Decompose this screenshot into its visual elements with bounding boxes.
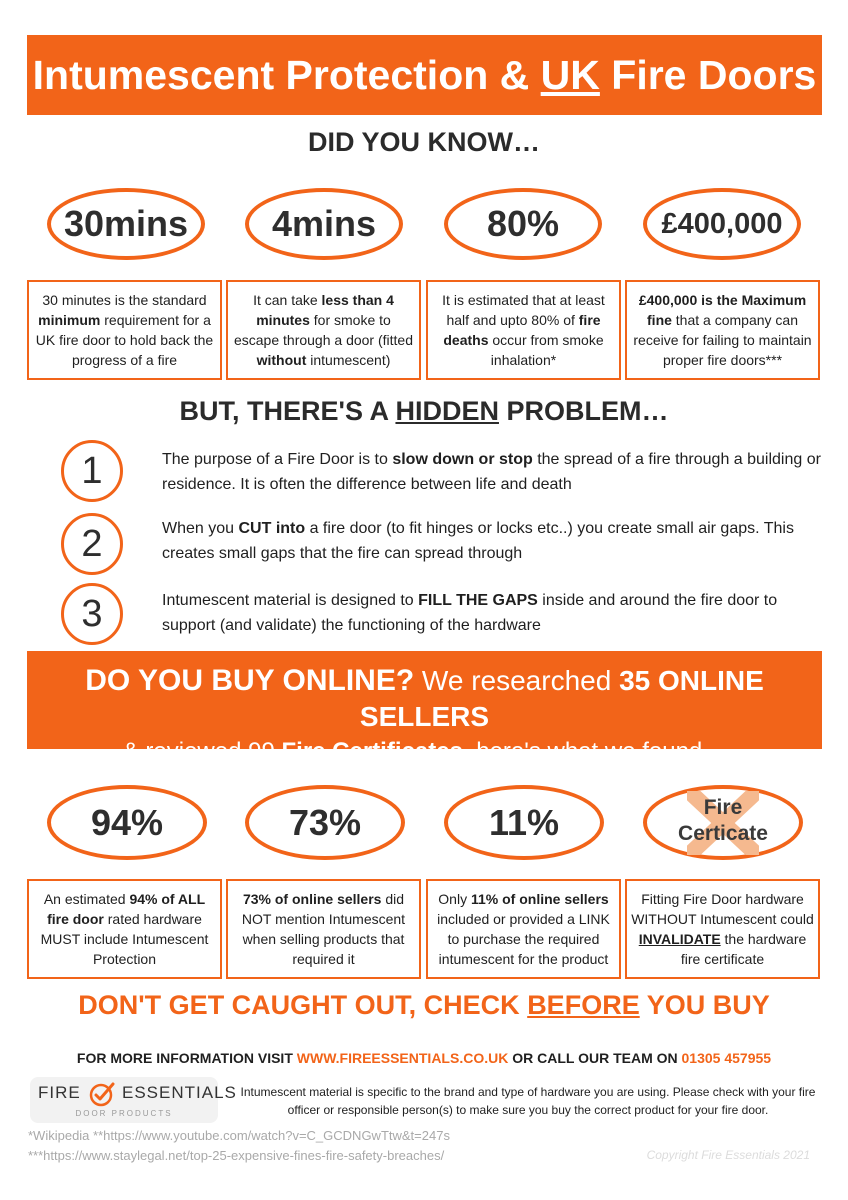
reference-line-1: *Wikipedia **https://www.youtube.com/watch?v=C_GCDNGwTtw&t=247s: [28, 1128, 450, 1143]
stat-box-80pct: It is estimated that at least half and upto 80% of fire deaths occur from smoke inhalation*: [426, 280, 621, 380]
stat-oval-4mins: 4mins: [245, 188, 403, 260]
website-link[interactable]: WWW.FIREESSENTIALS.CO.UK: [296, 1050, 509, 1066]
step-number-1: 1: [61, 440, 123, 502]
stat-oval-30mins: 30mins: [47, 188, 205, 260]
buy-online-banner: [27, 651, 822, 765]
reference-line-2: ***https://www.staylegal.net/top-25-expensive-fines-fire-safety-breaches/: [28, 1148, 445, 1163]
stat-box-73pct: 73% of online sellers did NOT mention Intumescent when selling products that required it: [226, 879, 421, 979]
contact-info: FOR MORE INFORMATION VISIT WWW.FIREESSENTIALS.CO.UK OR CALL OUR TEAM ON 01305 457955: [76, 1050, 772, 1066]
stat-oval-94pct: 94%: [47, 785, 207, 860]
check-before-you-buy-heading: DON'T GET CAUGHT OUT, CHECK BEFORE YOU BUY: [78, 990, 770, 1020]
fire-essentials-logo: [30, 1077, 237, 1123]
stat-box-4mins: It can take less than 4 minutes for smoke to escape through a door (fitted without intumescent): [226, 280, 421, 380]
did-you-know-heading: DID YOU KNOW…: [307, 127, 540, 157]
buy-online-line-1: DO YOU BUY ONLINE? We researched 35 ONLINE SELLERS: [85, 664, 764, 732]
footer-note: Intumescent material is specific to the brand and type of hardware you are using. Please check with your fire officer or responsible person(s) to make sure you buy the correct product for your fire door.: [240, 1085, 816, 1117]
hidden-problem-heading: BUT, THERE'S A HIDDEN PROBLEM…: [179, 396, 669, 426]
phone-number[interactable]: 01305 457955: [681, 1050, 772, 1066]
page-title: Intumescent Protection & UK Fire Doors: [32, 51, 817, 98]
stat-box-400k: £400,000 is the Maximum fine that a company can receive for failing to maintain proper fire doors***: [625, 280, 820, 380]
stat-box-94pct: An estimated 94% of ALL fire door rated hardware MUST include Intumescent Protection: [27, 879, 222, 979]
step-text-2: When you CUT into a fire door (to fit hinges or locks etc..) you create small air gaps. This creates small gaps that the fire can spread through: [162, 520, 794, 562]
stat-box-11pct: Only 11% of online sellers included or provided a LINK to purchase the required intumescent for the product: [426, 879, 621, 979]
buy-online-line-2: & reviewed 99 Fire Certificates, here's what we found…: [122, 738, 727, 765]
stat-oval-73pct: 73%: [245, 785, 405, 860]
stat-oval-11pct: 11%: [444, 785, 604, 860]
step-number-3: 3: [61, 583, 123, 645]
stat-box-fire-certificate: Fitting Fire Door hardware WITHOUT Intumescent could INVALIDATE the hardware fire certificate: [625, 879, 820, 979]
step-number-2: 2: [61, 513, 123, 575]
step-text-3: Intumescent material is designed to FILL THE GAPS inside and around the fire door to support (and validate) the functioning of the hardware: [162, 592, 778, 634]
stat-box-30mins: 30 minutes is the standard minimum requirement for a UK fire door to hold back the progress of a fire: [27, 280, 222, 380]
check-circle-icon: [88, 1080, 116, 1108]
fire-certificate-label: Fire Certicate: [678, 796, 768, 845]
copyright-notice: Copyright Fire Essentials 2021: [646, 1148, 810, 1162]
logo-text-right: ESSENTIALS: [122, 1083, 237, 1102]
stat-oval-fire-certificate: [643, 785, 803, 860]
title-banner: [27, 35, 822, 115]
stat-oval-400k: £400,000: [643, 188, 801, 260]
logo-subtitle: DOOR PRODUCTS: [75, 1109, 173, 1118]
logo-text-left: FIRE: [38, 1083, 81, 1102]
stat-oval-80pct: 80%: [444, 188, 602, 260]
step-text-1: The purpose of a Fire Door is to slow down or stop the spread of a fire through a building or residence. It is often the difference between life and death: [162, 451, 821, 493]
